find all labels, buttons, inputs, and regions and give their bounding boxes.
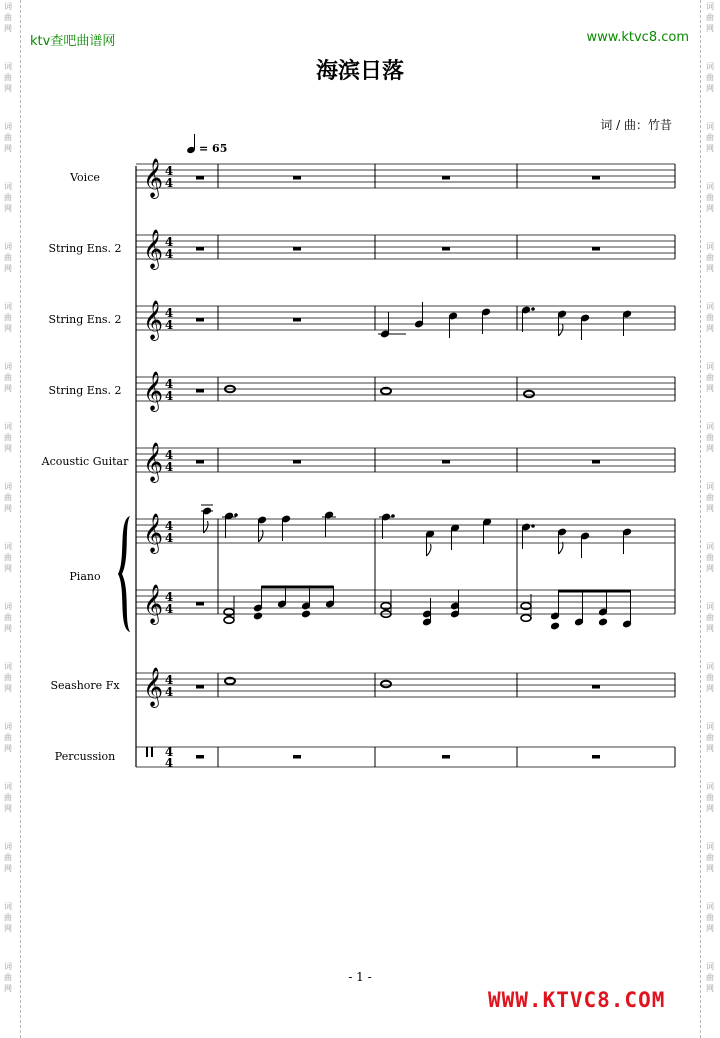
note	[258, 516, 267, 542]
watermark-glyph: 网	[706, 384, 714, 393]
watermark-glyph: 网	[706, 684, 714, 693]
watermark-glyph: 网	[706, 864, 714, 873]
watermark-glyph: 网	[706, 744, 714, 753]
watermark-glyph: 词	[706, 542, 714, 551]
watermark-glyph: 网	[706, 144, 714, 153]
watermark-glyph: 词	[4, 962, 12, 971]
note	[623, 528, 632, 554]
watermark-glyph: 曲	[706, 733, 714, 742]
watermark-glyph: 网	[4, 144, 12, 153]
time-signature: 4	[164, 377, 174, 391]
staff	[136, 442, 675, 483]
watermark-glyph: 词	[4, 122, 12, 131]
time-signature: 4	[164, 590, 174, 604]
watermark-glyph: 曲	[4, 253, 12, 262]
time-signature: 4	[164, 176, 174, 190]
time-signature: 4	[164, 235, 174, 249]
watermark-glyph: 网	[4, 744, 12, 753]
treble-clef: 𝄞	[143, 300, 164, 340]
percussion-clef	[146, 747, 153, 757]
instrument-label: Percussion	[54, 750, 116, 763]
whole-note	[381, 388, 391, 395]
watermark-glyph: 词	[4, 722, 12, 731]
tempo-marking	[186, 134, 227, 155]
note	[449, 312, 458, 338]
note	[581, 314, 590, 340]
watermark-glyph: 曲	[4, 733, 12, 742]
time-signature: 4	[164, 460, 174, 474]
watermark-glyph: 网	[4, 804, 12, 813]
whole-rest	[592, 755, 600, 759]
header-site-name[interactable]: ktv查吧曲谱网	[30, 34, 116, 49]
instrument-label: String Ens. 2	[48, 313, 122, 326]
watermark-glyph: 词	[706, 302, 714, 311]
watermark-glyph: 词	[706, 902, 714, 911]
whole-rest	[293, 755, 301, 759]
watermark-glyph: 曲	[4, 373, 12, 382]
watermark-glyph: 曲	[706, 613, 714, 622]
note	[558, 528, 567, 554]
chord	[381, 590, 391, 617]
time-signature: 4	[164, 602, 174, 616]
watermark-glyph: 词	[4, 602, 12, 611]
staff	[136, 158, 675, 199]
chord	[451, 590, 460, 618]
watermark-glyph: 网	[706, 264, 714, 273]
watermark-glyph: 曲	[706, 853, 714, 862]
watermark-glyph: 网	[706, 84, 714, 93]
whole-rest	[196, 389, 204, 393]
watermark-glyph: 网	[4, 204, 12, 213]
whole-rest	[592, 685, 600, 689]
watermark-glyph: 曲	[4, 193, 12, 202]
watermark-glyph: 曲	[706, 193, 714, 202]
watermark-glyph: 网	[706, 804, 714, 813]
watermark-glyph: 曲	[4, 133, 12, 142]
whole-note	[225, 678, 235, 685]
watermark-glyph: 网	[706, 624, 714, 633]
watermark-glyph: 曲	[706, 673, 714, 682]
watermark-glyph: 词	[706, 362, 714, 371]
staff	[136, 371, 675, 412]
treble-clef: 𝄞	[143, 229, 164, 269]
treble-clef: 𝄞	[143, 158, 164, 198]
page-number: - 1 -	[348, 970, 372, 984]
whole-rest	[196, 247, 204, 251]
whole-rest	[293, 460, 301, 464]
watermark-glyph: 网	[706, 324, 714, 333]
note	[581, 532, 590, 558]
watermark-glyph: 词	[4, 182, 12, 191]
time-signature: 4	[164, 519, 174, 533]
note	[558, 310, 567, 336]
watermark-glyph: 曲	[706, 313, 714, 322]
watermark-glyph: 网	[706, 504, 714, 513]
staff	[136, 513, 675, 554]
watermark-glyph: 网	[4, 24, 12, 33]
watermark-glyph: 曲	[4, 313, 12, 322]
watermark-glyph: 词	[4, 242, 12, 251]
watermark-glyph: 网	[706, 924, 714, 933]
watermark-glyph: 曲	[4, 613, 12, 622]
watermark-glyph: 曲	[4, 793, 12, 802]
whole-rest	[293, 247, 301, 251]
watermark-glyph: 曲	[4, 673, 12, 682]
watermark-glyph: 网	[706, 984, 714, 993]
watermark-glyph: 网	[4, 384, 12, 393]
whole-note	[524, 391, 534, 398]
instrument-label: String Ens. 2	[48, 242, 122, 255]
time-signature: 4	[164, 673, 174, 687]
watermark-glyph: 曲	[4, 433, 12, 442]
watermark-glyph: 曲	[706, 433, 714, 442]
watermark-glyph: 词	[4, 362, 12, 371]
treble-clef: 𝄞	[143, 442, 164, 482]
watermark-glyph: 曲	[4, 493, 12, 502]
watermark-glyph: 网	[4, 444, 12, 453]
watermark-glyph: 网	[4, 684, 12, 693]
watermark-glyph: 曲	[4, 913, 12, 922]
watermark-glyph: 词	[706, 722, 714, 731]
watermark-glyph: 网	[706, 564, 714, 573]
watermark-glyph: 曲	[706, 73, 714, 82]
watermark-glyph: 词	[4, 482, 12, 491]
watermark-glyph: 曲	[4, 973, 12, 982]
watermark-glyph: 词	[4, 842, 12, 851]
whole-note	[381, 681, 391, 688]
whole-rest	[293, 318, 301, 322]
lyricist-composer-credit: 词 / 曲：竹昔	[600, 118, 672, 132]
watermark-glyph: 词	[706, 422, 714, 431]
time-signature: 4	[164, 389, 174, 403]
instrument-label: String Ens. 2	[48, 384, 122, 397]
whole-rest	[293, 176, 301, 180]
time-signature: 4	[164, 318, 174, 332]
watermark-glyph: 词	[4, 422, 12, 431]
watermark-glyph: 词	[706, 962, 714, 971]
watermark-glyph: 网	[4, 564, 12, 573]
watermark-glyph: 曲	[706, 253, 714, 262]
piano-brace	[118, 516, 130, 632]
watermark-glyph: 词	[4, 62, 12, 71]
time-signature: 4	[164, 164, 174, 178]
whole-rest	[196, 176, 204, 180]
note	[522, 306, 535, 332]
whole-rest	[442, 176, 450, 180]
watermark-glyph: 词	[706, 182, 714, 191]
watermark-glyph: 词	[4, 2, 12, 11]
watermark-glyph: 词	[706, 62, 714, 71]
watermark-glyph: 曲	[706, 913, 714, 922]
watermark-glyph: 曲	[4, 73, 12, 82]
watermark-glyph: 词	[706, 842, 714, 851]
watermark-glyph: 词	[706, 242, 714, 251]
watermark-glyph: 曲	[706, 493, 714, 502]
watermark-glyph: 网	[4, 84, 12, 93]
song-title: 海滨日落	[315, 59, 404, 84]
time-signature: 4	[164, 247, 174, 261]
whole-rest	[442, 755, 450, 759]
treble-clef: 𝄞	[143, 371, 164, 411]
whole-rest	[592, 247, 600, 251]
watermark-glyph: 网	[4, 864, 12, 873]
whole-rest	[592, 460, 600, 464]
watermark-glyph: 词	[4, 542, 12, 551]
whole-rest	[196, 602, 204, 606]
whole-rest	[442, 460, 450, 464]
watermark-glyph: 曲	[706, 793, 714, 802]
whole-rest	[196, 685, 204, 689]
svg-text:= 65: = 65	[199, 142, 228, 155]
treble-clef: 𝄞	[143, 513, 164, 553]
staff	[136, 745, 675, 770]
watermark-glyph: 词	[4, 662, 12, 671]
instrument-label: Seashore Fx	[50, 679, 120, 692]
staff	[136, 667, 675, 708]
watermark-glyph: 词	[706, 482, 714, 491]
header-site-url[interactable]: www.ktvc8.com	[586, 30, 689, 45]
watermark-glyph: 网	[4, 264, 12, 273]
time-signature: 4	[164, 531, 174, 545]
time-signature: 4	[164, 745, 174, 759]
watermark-glyph: 网	[706, 444, 714, 453]
watermark-glyph: 词	[4, 902, 12, 911]
watermark-glyph: 曲	[4, 13, 12, 22]
staff	[136, 229, 675, 270]
watermark-glyph: 词	[706, 662, 714, 671]
treble-clef: 𝄞	[143, 667, 164, 707]
watermark-glyph: 曲	[706, 553, 714, 562]
chord	[254, 586, 335, 620]
watermark-glyph: 曲	[706, 373, 714, 382]
watermark-glyph: 网	[4, 984, 12, 993]
whole-rest	[592, 176, 600, 180]
whole-rest	[196, 755, 204, 759]
watermark-glyph: 曲	[706, 973, 714, 982]
watermark-glyph: 网	[4, 924, 12, 933]
instrument-label: Voice	[70, 171, 100, 184]
note	[322, 511, 336, 537]
time-signature: 4	[164, 306, 174, 320]
note	[378, 312, 406, 338]
chord	[224, 596, 234, 623]
watermark-glyph: 网	[4, 504, 12, 513]
watermark-glyph: 词	[4, 302, 12, 311]
note	[379, 513, 394, 539]
time-signature: 4	[164, 756, 174, 770]
watermark-glyph: 网	[706, 24, 714, 33]
note	[623, 310, 632, 336]
footer-site-logo[interactable]: WWW.KTVC8.COM	[488, 988, 666, 1012]
watermark-glyph: 网	[706, 204, 714, 213]
watermark-glyph: 词	[4, 782, 12, 791]
treble-clef: 𝄞	[143, 584, 164, 624]
watermark-glyph: 曲	[706, 133, 714, 142]
watermark-glyph: 曲	[4, 553, 12, 562]
watermark-glyph: 词	[706, 122, 714, 131]
whole-rest	[196, 460, 204, 464]
whole-rest	[442, 247, 450, 251]
watermark-glyph: 曲	[4, 853, 12, 862]
watermark-glyph: 词	[706, 782, 714, 791]
watermark-glyph: 曲	[706, 13, 714, 22]
instrument-label: Piano	[69, 570, 101, 583]
instrument-label: Acoustic Guitar	[41, 455, 129, 468]
note	[522, 523, 535, 549]
time-signature: 4	[164, 685, 174, 699]
staff	[136, 300, 675, 341]
time-signature: 4	[164, 448, 174, 462]
watermark-glyph: 网	[4, 624, 12, 633]
watermark-glyph: 网	[4, 324, 12, 333]
watermark-glyph: 词	[706, 602, 714, 611]
whole-rest	[196, 318, 204, 322]
watermark-glyph: 词	[706, 2, 714, 11]
